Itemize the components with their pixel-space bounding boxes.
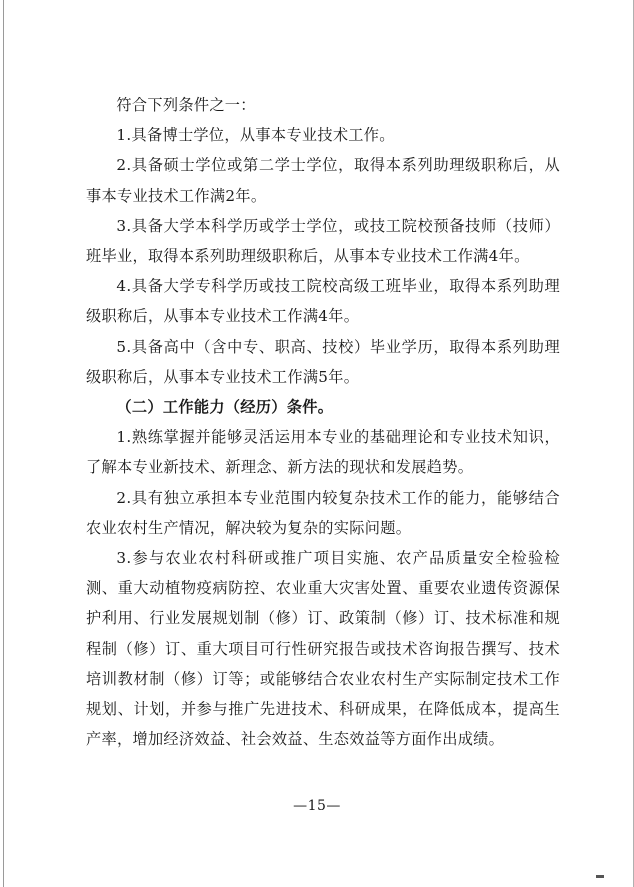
paragraph-ability-1: 1.熟练掌握并能够灵活运用本专业的基础理论和专业技术知识，了解本专业新技术、新理念、新方法的现状和发展趋势。 xyxy=(86,428,560,477)
paragraph-condition-4: 4.具备大学专科学历或技工院校高级工班毕业，取得本系列助理级职称后，从事本专业技术工作满4年。 xyxy=(86,277,560,326)
paragraph-ability-3: 3.参与农业农村科研或推广项目实施、农产品质量安全检验检测、重大动植物疫病防控、农业重大灾害处置、重要农业遗传资源保护利用、行业发展规划制（修）订、政策制（修）订、技术标准和规程制（修）订、重大项目可行性研究报告或技术咨询报告撰写、技术培训教材制（修）订等；或能够结合农业农村生产实际制定技术工作规划、计划，并参与推广先进技术、科研成果，在降低成本，提高生产率，增加经济效益、社会效益、生态效益等方面作出成绩。 xyxy=(86,549,560,749)
paragraph-condition-2: 2.具备硕士学位或第二学士学位，取得本系列助理级职称后，从事本专业技术工作满2年。 xyxy=(86,156,560,205)
section-heading: （二）工作能力（经历）条件。 xyxy=(116,398,334,417)
document-body xyxy=(86,90,560,754)
corner-mark xyxy=(596,875,604,878)
paragraph-condition-3: 3.具备大学本科学历或学士学位，或技工院校预备技师（技师）班毕业，取得本系列助理级职称后，从事本专业技术工作满4年。 xyxy=(86,216,560,266)
paragraph-ability-2: 2.具有独立承担本专业范围内较复杂技术工作的能力，能够结合农业农村生产情况，解决较为复杂的实际问题。 xyxy=(86,488,560,537)
paragraph-condition-1: 1.具备博士学位，从事本专业技术工作。 xyxy=(116,126,395,145)
paragraph-condition-5: 5.具备高中（含中专、职高、技校）毕业学历，取得本系列助理级职称后，从事本专业技术工作满5年。 xyxy=(86,337,560,386)
page-number: —15— xyxy=(293,798,341,814)
paragraph-intro: 符合下列条件之一： xyxy=(116,96,256,114)
page-border-left xyxy=(3,0,4,887)
